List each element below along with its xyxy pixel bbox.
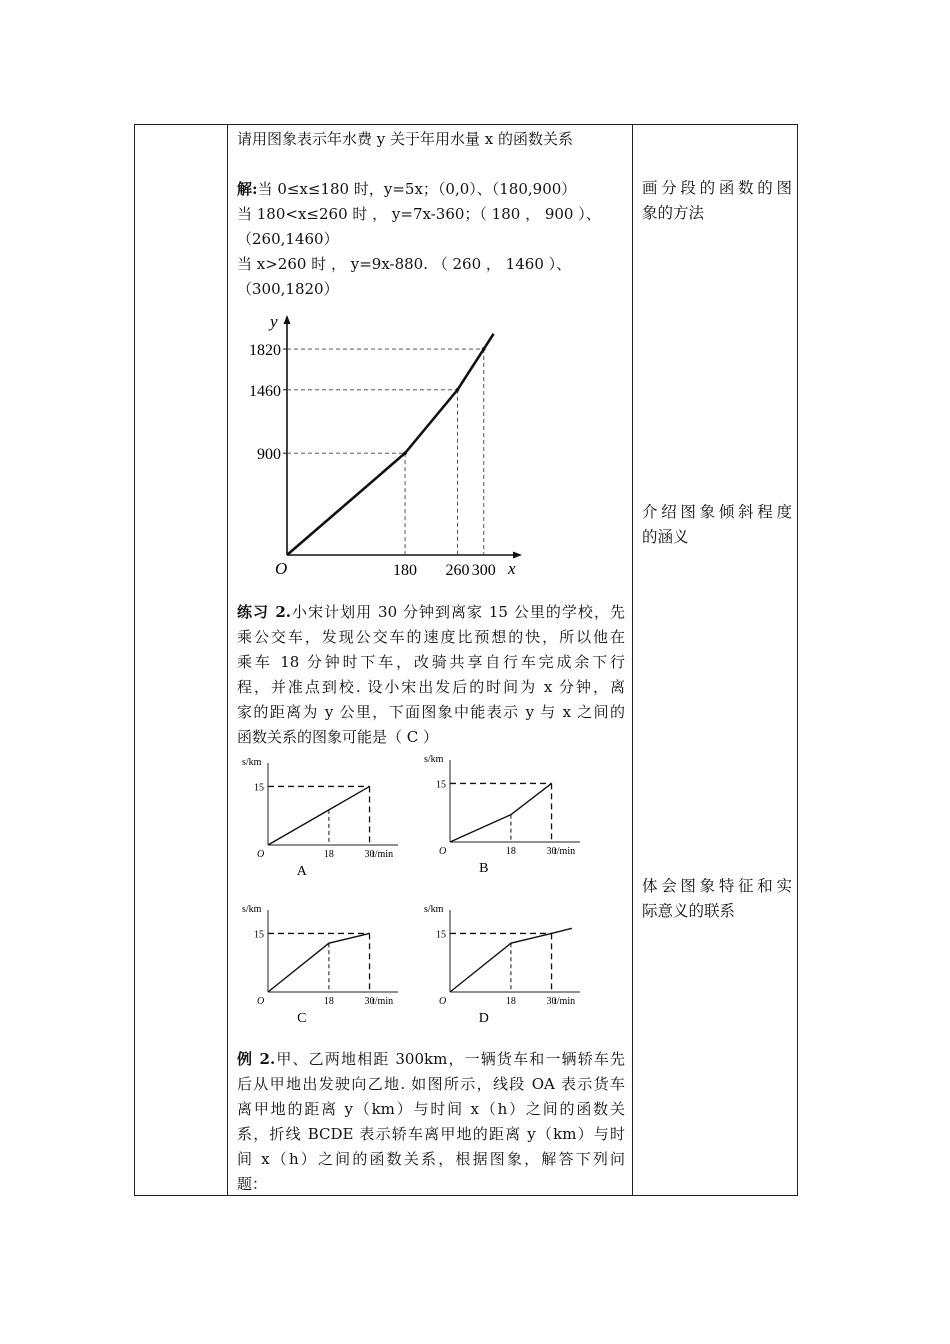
- x-tick-label: 180: [393, 562, 418, 579]
- y-tick-label: 900: [257, 446, 281, 464]
- note-3-line-2: 际意义的联系: [642, 902, 736, 920]
- solution-line-3a: 当 x>260 时 ， y=9x-880. （ 260 ， 1460 ）、: [237, 255, 572, 273]
- origin-label: O: [275, 559, 288, 578]
- exercise-2-line-6: 函数关系的图象可能是（ C ）: [237, 728, 439, 746]
- y-axis-arrow: [284, 315, 291, 324]
- x-axis-label: x: [508, 559, 516, 578]
- origin-label: O: [439, 996, 447, 1007]
- x-axis-label: t/min: [554, 846, 576, 857]
- y-tick-label: 15: [436, 779, 446, 791]
- solution-line-3b: （300,1820）: [237, 280, 339, 298]
- note-1-line-1: 画分段的函数的图: [642, 179, 792, 197]
- option-c-chart: [240, 900, 420, 1026]
- option-letter: C: [297, 1011, 307, 1026]
- solution-line-2b: （260,1460）: [237, 230, 339, 248]
- x-tick-label: 18: [323, 849, 334, 860]
- example-2-label: 例 2.: [237, 1050, 276, 1068]
- distance-line: [450, 783, 552, 842]
- exercise-2: [237, 600, 625, 750]
- solution-line-2a: 当 180<x≤260 时 ， y=7x-360；（ 180 ， 900 ）、: [237, 205, 601, 223]
- example-2-line-1: 甲、乙两地相距 300km，一辆货车和一辆轿车先: [275, 1050, 625, 1068]
- example-2-line-2: 后从甲地出发驶向乙地. 如图所示，线段 OA 表示货车: [237, 1075, 625, 1093]
- y-tick-label: 15: [254, 929, 264, 941]
- option-a-chart: [240, 753, 420, 878]
- note-3-line-1: 体会图象特征和实: [642, 877, 792, 895]
- note-1-line-2: 象的方法: [642, 204, 705, 222]
- x-tick-label: 18: [323, 996, 334, 1007]
- x-tick-label: 30: [364, 849, 375, 860]
- origin-label: O: [439, 846, 447, 857]
- option-b-chart: [422, 750, 602, 878]
- x-axis-label: t/min: [554, 996, 576, 1007]
- x-axis-arrow: [513, 552, 522, 559]
- x-tick-label: 30: [364, 996, 375, 1007]
- origin-label: O: [257, 996, 265, 1007]
- origin-label: O: [257, 849, 265, 860]
- y-axis-label: s/km: [242, 757, 262, 768]
- option-letter: A: [296, 864, 307, 878]
- y-axis-label: s/km: [424, 904, 444, 915]
- x-axis-label: t/min: [372, 849, 394, 860]
- solution-line-1: 当 0≤x≤180 时，y=5x；（0,0）、（180,900）: [257, 180, 577, 198]
- example-2-line-5: 间 x（h）之间的函数关系，根据图象，解答下列问: [237, 1150, 625, 1168]
- exercise-2-line-5: 家的距离为 y 公里，下面图象中能表示 y 与 x 之间的: [237, 703, 625, 721]
- exercise-2-line-4: 程，并准点到校. 设小宋出发后的时间为 x 分钟，离: [237, 678, 625, 696]
- x-tick-label: 18: [505, 996, 516, 1007]
- note-piecewise-method: [642, 176, 792, 226]
- intro-text: 请用图象表示年水费 y 关于年用水量 x 的函数关系: [237, 130, 574, 148]
- breakpoint: [403, 451, 407, 455]
- fee-line: [287, 334, 494, 555]
- example-2-line-6: 题：: [237, 1175, 268, 1193]
- exercise-2-label: 练习 2.: [237, 603, 291, 621]
- water-fee-chart: [240, 305, 540, 585]
- x-tick-label: 30: [546, 996, 557, 1007]
- exercise-2-line-3: 乘车 18 分钟时下车，改骑共享自行车完成余下行: [237, 653, 625, 671]
- breakpoint: [482, 347, 486, 351]
- y-tick-label: 15: [254, 782, 264, 794]
- y-axis-label: s/km: [424, 754, 444, 765]
- x-tick-label: 300: [471, 562, 496, 579]
- example-2: [237, 1047, 625, 1197]
- y-tick-label: 1820: [249, 342, 281, 360]
- exercise-2-line-2: 乘公交车，发现公交车的速度比预想的快，所以他在: [237, 628, 625, 646]
- note-graph-features: [642, 874, 792, 924]
- option-letter: D: [478, 1011, 489, 1026]
- note-slope-meaning: [642, 500, 792, 550]
- x-tick-label: 18: [505, 846, 516, 857]
- distance-line: [268, 786, 370, 845]
- note-2-line-2: 的涵义: [642, 528, 689, 546]
- distance-line: [268, 933, 370, 992]
- y-tick-label: 15: [436, 929, 446, 941]
- exercise-2-line-1: 小宋计划用 30 分钟到离家 15 公里的学校，先: [291, 603, 625, 621]
- solution-block: [237, 177, 625, 302]
- y-tick-label: 1460: [249, 382, 281, 400]
- breakpoint: [456, 388, 460, 392]
- example-2-line-3: 离甲地的距离 y（km）与时间 x（h）之间的函数关: [237, 1100, 625, 1118]
- column-divider-right: [632, 124, 633, 1196]
- solution-label: 解:: [237, 180, 258, 198]
- option-d-chart: [422, 900, 602, 1026]
- y-axis-label: s/km: [242, 904, 262, 915]
- x-tick-label: 260: [445, 562, 470, 579]
- option-letter: B: [479, 861, 489, 876]
- y-axis-label: y: [270, 312, 278, 331]
- x-axis-label: t/min: [372, 996, 394, 1007]
- example-2-line-4: 系，折线 BCDE 表示轿车离甲地的距离 y（km）与时: [237, 1125, 625, 1143]
- column-divider-left: [227, 124, 228, 1196]
- note-2-line-1: 介绍图象倾斜程度: [642, 503, 792, 521]
- x-tick-label: 30: [546, 846, 557, 857]
